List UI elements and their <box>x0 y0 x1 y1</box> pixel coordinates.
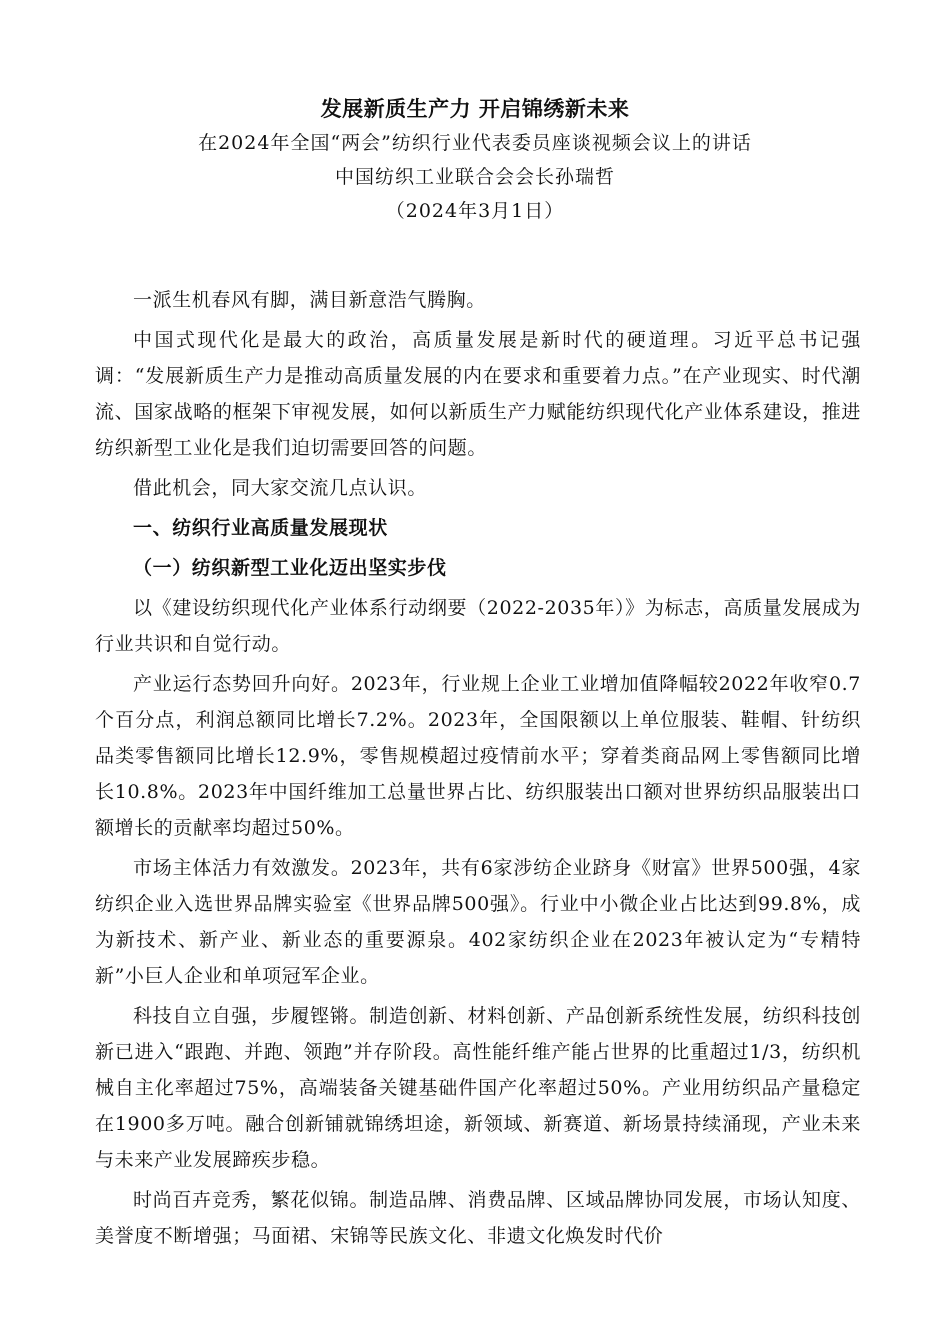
document-body <box>95 282 861 1258</box>
paragraph: 科技自立自强，步履铿锵。制造创新、材料创新、产品创新系统性发展，纺织科技创新已进入“跟跑、并跑、领跑”并存阶段。高性能纤维产能占世界的比重超过1/3，纺织机械自主化率超过75%，高端装备关键基础件国产化率超过50%。产业用纺织品产量稳定在1900多万吨。融合创新铺就锦绣坦途，新领域、新赛道、新场景持续涌现，产业未来与未来产业发展蹄疾步稳。 <box>95 1005 861 1171</box>
speaker-line: 中国纺织工业联合会会长孙瑞哲 <box>334 166 615 188</box>
section-heading: 一、纺织行业高质量发展现状 <box>133 517 388 539</box>
paragraph: 借此机会，同大家交流几点认识。 <box>133 477 428 499</box>
paragraph: 一派生机春风有脚，满目新意浩气腾胸。 <box>133 289 486 311</box>
paragraph: 中国式现代化是最大的政治，高质量发展是新时代的硬道理。习近平总书记强调：“发展新质生产力是推动高质量发展的内在要求和重要着力点。”在产业现实、时代潮流、国家战略的框架下审视发展，如何以新质生产力赋能纺织现代化产业体系建设，推进纺织新型工业化是我们迫切需要回答的问题。 <box>95 329 861 459</box>
paragraph: 时尚百卉竞秀，繁花似锦。制造品牌、消费品牌、区域品牌协同发展，市场认知度、美誉度不断增强；马面裙、宋锦等民族文化、非遗文化焕发时代价 <box>95 1189 861 1247</box>
document-subtitle: 在2024年全国“两会”纺织行业代表委员座谈视频会议上的讲话 <box>198 132 752 154</box>
subsection-heading: （一）纺织新型工业化迈出坚实步伐 <box>133 557 447 579</box>
paragraph: 以《建设纺织现代化产业体系行动纲要（2022-2035年）》为标志，高质量发展成为行业共识和自觉行动。 <box>95 597 861 655</box>
document-title: 发展新质生产力 开启锦绣新未来 <box>320 97 630 121</box>
document-header <box>0 92 950 228</box>
paragraph: 产业运行态势回升向好。2023年，行业规上企业工业增加值降幅较2022年收窄0.7个百分点，利润总额同比增长7.2%。2023年，全国限额以上单位服装、鞋帽、针纺织品类零售额同比增长12.9%，零售规模超过疫情前水平；穿着类商品网上零售额同比增长10.8%。2023年中国纤维加工总量世界占比、纺织服装出口额对世界纺织品服装出口额增长的贡献率均超过50%。 <box>95 673 861 839</box>
paragraph: 市场主体活力有效激发。2023年，共有6家涉纺企业跻身《财富》世界500强，4家纺织企业入选世界品牌实验室《世界品牌500强》。行业中小微企业占比达到99.8%，成为新技术、新产业、新业态的重要源泉。402家纺织企业在2023年被认定为“专精特新”小巨人企业和单项冠军企业。 <box>95 857 861 987</box>
speech-date: （2024年3月1日） <box>385 200 565 222</box>
